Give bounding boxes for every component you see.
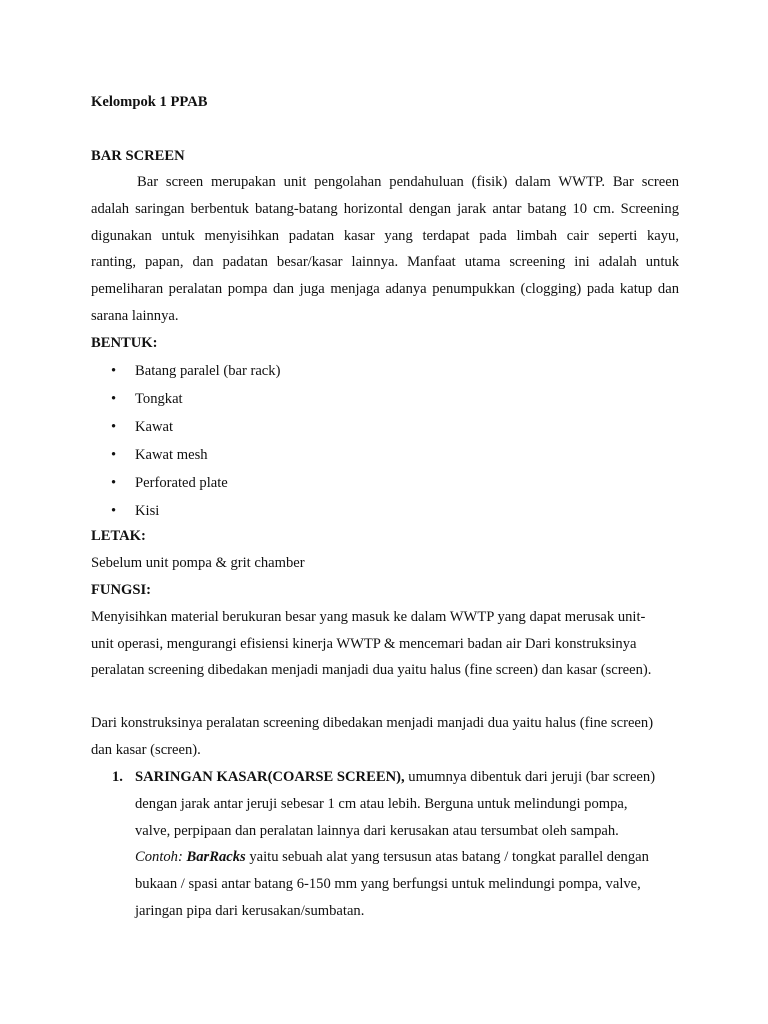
list-item	[108, 385, 280, 413]
list-item-text: Kawat mesh	[135, 447, 208, 463]
list-item-text: Batang paralel (bar rack)	[135, 363, 281, 379]
item-line: valve, perpipaan dan peralatan lainnya dari kerusakan atau tersumbat oleh sampah.	[135, 822, 619, 839]
konstruksi-line: dan kasar (screen).	[91, 741, 201, 758]
contoh-label: Contoh:	[135, 849, 183, 866]
contoh-line: bukaan / spasi antar batang 6-150 mm yang berfungsi untuk melindungi pompa, valve,	[135, 876, 641, 893]
list-item-text: Kisi	[135, 503, 160, 519]
numbered-item	[108, 764, 680, 925]
bentuk-label: BENTUK:	[91, 335, 158, 351]
intro-line: pemeliharan peralatan pompa dan juga menjaga adanya penumpukkan (clogging) pada katup dan	[91, 281, 679, 298]
list-item	[108, 441, 280, 469]
fungsi-label: FUNGSI:	[91, 582, 151, 598]
bullet-icon: •	[111, 447, 117, 463]
list-item	[108, 413, 280, 441]
bentuk-list	[108, 357, 280, 525]
item-title: SARINGAN KASAR(COARSE SCREEN),	[135, 769, 405, 785]
contoh-line: jaringan pipa dari kerusakan/sumbatan.	[135, 902, 365, 919]
letak-label: LETAK:	[91, 528, 146, 544]
letak-block	[91, 523, 679, 577]
konstruksi-paragraph	[91, 710, 679, 764]
fungsi-line: Menyisihkan material berukuran besar yang masuk ke dalam WWTP yang dapat merusak unit-	[91, 608, 646, 625]
list-item	[108, 357, 280, 385]
bullet-icon: •	[111, 419, 117, 435]
list-item	[108, 469, 280, 497]
section-title-block	[91, 143, 679, 170]
fungsi-line: unit operasi, mengurangi efisiensi kinerja WWTP & mencemari badan air Dari konstruksinya	[91, 635, 637, 652]
bentuk-label-block	[91, 330, 679, 357]
intro-line: Bar screen merupakan unit pengolahan pendahuluan (fisik) dalam WWTP. Bar screen	[137, 174, 679, 190]
contoh-term: BarRacks	[186, 849, 246, 866]
item-title-rest: umumnya dibentuk dari jeruji (bar screen)	[404, 769, 656, 785]
contoh-rest: yaitu sebuah alat yang tersusun atas batang / tongkat parallel dengan	[245, 849, 649, 866]
section-title: BAR SCREEN	[91, 148, 185, 164]
intro-line: digunakan untuk menyisihkan padatan kasar yang terdapat pada limbah cair seperti kayu,	[91, 227, 679, 244]
item-first-line	[135, 764, 680, 791]
document-heading	[91, 89, 679, 116]
fungsi-line: peralatan screening dibedakan menjadi manjadi dua yaitu halus (fine screen) dan kasar (screen).	[91, 662, 652, 679]
list-item-text: Perforated plate	[135, 475, 228, 491]
letak-text: Sebelum unit pompa & grit chamber	[91, 554, 305, 571]
konstruksi-line: Dari konstruksinya peralatan screening dibedakan menjadi manjadi dua yaitu halus (fine screen)	[91, 715, 654, 731]
intro-line: sarana lainnya.	[91, 307, 179, 324]
intro-paragraph	[91, 169, 679, 330]
item-line: dengan jarak antar jeruji sebesar 1 cm atau lebih. Berguna untuk melindungi pompa,	[135, 795, 628, 812]
intro-line: adalah saringan berbentuk batang-batang horizontal dengan jarak antar batang 10 cm. Screening	[91, 200, 679, 217]
list-item-text: Tongkat	[135, 391, 183, 407]
list-item-text: Kawat	[135, 419, 174, 435]
item-content	[108, 764, 680, 925]
bullet-icon: •	[111, 391, 117, 407]
bullet-icon: •	[111, 363, 117, 379]
fungsi-block	[91, 577, 679, 684]
list-item	[108, 497, 280, 525]
group-title: Kelompok 1 PPAB	[91, 94, 208, 110]
bullet-icon: •	[111, 503, 117, 519]
item-number: 1.	[112, 769, 123, 785]
contoh-line	[135, 844, 680, 871]
bullet-icon: •	[111, 475, 117, 491]
intro-line: ranting, papan, dan padatan besar/kasar lainnya. Manfaat utama screening ini adalah untuk	[91, 254, 679, 271]
